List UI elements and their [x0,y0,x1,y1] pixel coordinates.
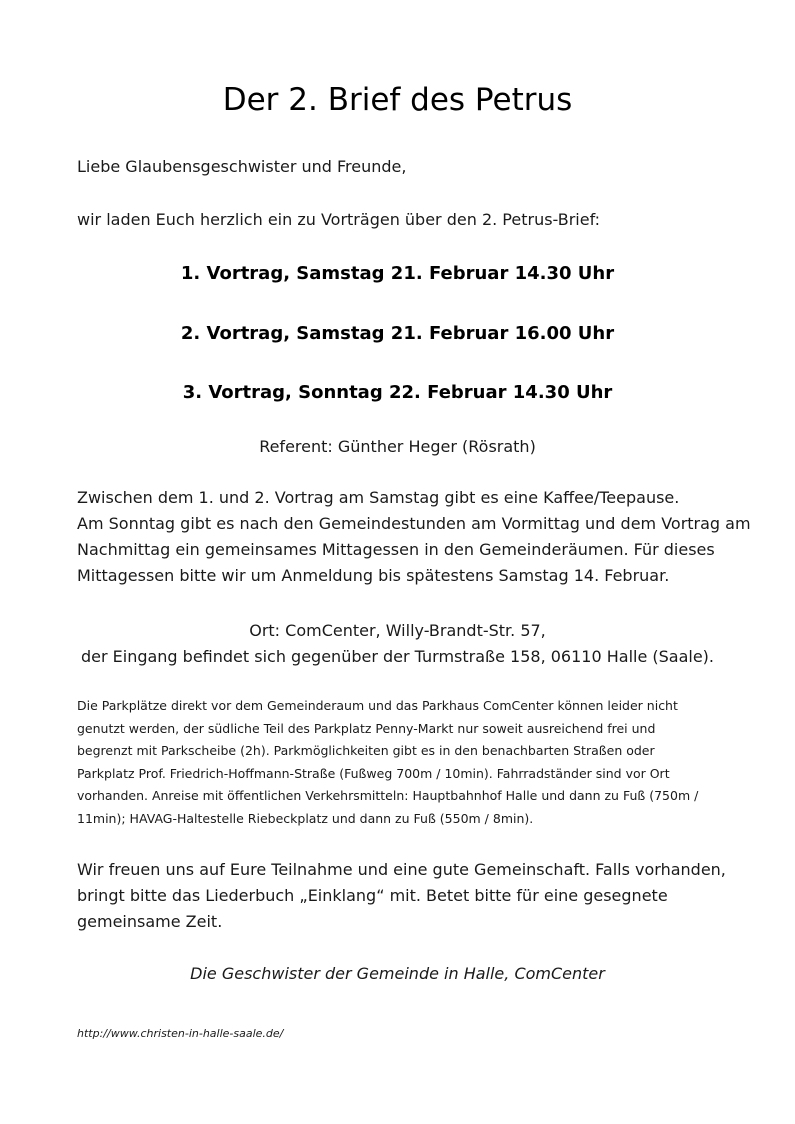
parking-paragraph [77,695,737,830]
parking-line: begrenzt mit Parkscheibe (2h). Parkmöglichkeiten gibt es in den benachbarten Straßen oder [77,743,655,758]
lecture-1: 1. Vortrag, Samstag 21. Februar 14.30 Uhr [180,263,615,284]
info-line: Nachmittag ein gemeinsames Mittagessen in den Gemeinderäumen. Für dieses [77,540,715,559]
lecture-2: 2. Vortrag, Samstag 21. Februar 16.00 Uhr [180,323,615,344]
referent-text: Referent: Günther Heger (Rösrath) [259,437,536,456]
closing-line: Wir freuen uns auf Eure Teilnahme und eine gute Gemeinschaft. Falls vorhanden, [77,860,726,879]
location-line-2: der Eingang befindet sich gegenüber der Turmstraße 158, 06110 Halle (Saale). [80,647,715,666]
closing-line: bringt bitte das Liederbuch „Einklang“ mit. Betet bitte für eine gesegnete [77,886,668,905]
info-line: Am Sonntag gibt es nach den Gemeindestunden am Vormittag und dem Vortrag am [77,514,751,533]
invitation-text: wir laden Euch herzlich ein zu Vorträgen über den 2. Petrus-Brief: [77,210,601,229]
page-title: Der 2. Brief des Petrus [222,82,573,118]
closing-line: gemeinsame Zeit. [77,912,223,931]
info-line: Mittagessen bitte wir um Anmeldung bis spätestens Samstag 14. Februar. [77,566,670,585]
parking-line: vorhanden. Anreise mit öffentlichen Verkehrsmitteln: Hauptbahnhof Halle und dann zu Fuß (750m / [77,788,699,803]
parking-line: Parkplatz Prof. Friedrich-Hoffmann-Straße (Fußweg 700m / 10min). Fahrradständer sind vor Ort [77,765,670,781]
lecture-3: 3. Vortrag, Sonntag 22. Februar 14.30 Uhr [182,382,613,403]
signature-text: Die Geschwister der Gemeinde in Halle, ComCenter [190,964,605,983]
parking-line: 11min); HAVAG-Haltestelle Riebeckplatz und dann zu Fuß (550m / 8min). [77,810,534,826]
location-line-1: Ort: ComCenter, Willy-Brandt-Str. 57, [249,621,546,640]
info-paragraph [77,485,751,589]
parking-line: Die Parkplätze direkt vor dem Gemeinderaum und das Parkhaus ComCenter können leider nicht [77,698,678,713]
closing-paragraph [77,857,737,935]
greeting-text: Liebe Glaubensgeschwister und Freunde, [77,157,407,176]
website-url[interactable]: http://www.christen-in-halle-saale.de/ [77,1027,284,1040]
info-line: Zwischen dem 1. und 2. Vortrag am Samstag gibt es eine Kaffee/Teepause. [77,488,680,507]
parking-line: genutzt werden, der südliche Teil des Parkplatz Penny-Markt nur soweit ausreichend frei und [77,720,656,736]
